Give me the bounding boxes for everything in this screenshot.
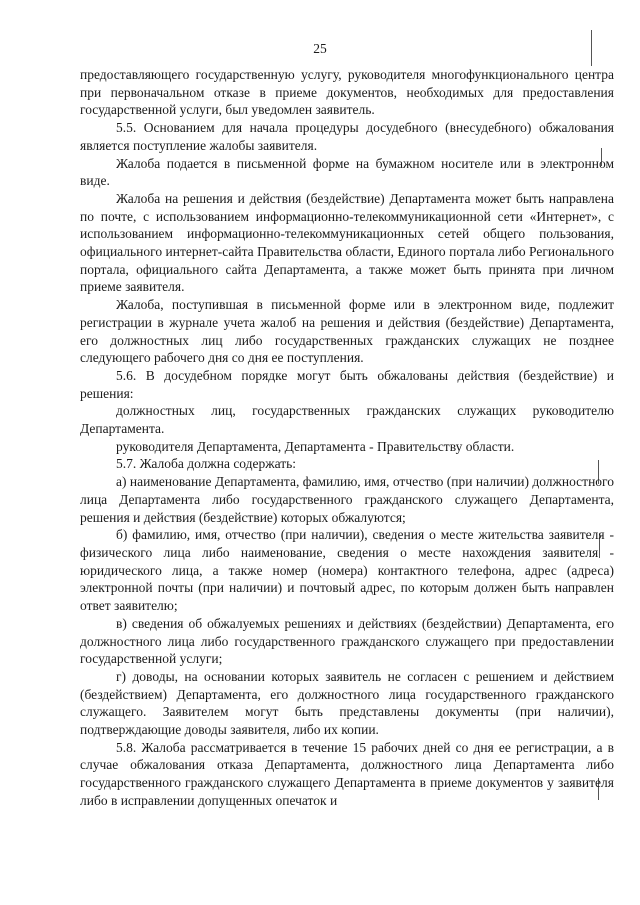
paragraph: должностных лиц, государственных гражданских служащих руководителю Департамента.	[80, 403, 614, 437]
paragraph: Жалоба на решения и действия (бездействие) Департамента может быть направлена по почте, с использованием информационно-телекоммуникационной сети «Интернет», с использованием информационно-телекоммуникационных сетей общего пользования, официального интернет-сайта Правительства области, Единого портала либо Регионального портала, официального сайта Департамента, а также может быть принята при личном приеме заявителя.	[80, 190, 614, 295]
paragraph-5-8: 5.8. Жалоба рассматривается в течение 15 рабочих дней со дня ее регистрации, а в случае обжалования отказа Департамента, должностного лица Департамента либо государственного гражданского служащего Департамента в приеме документов у заявителя либо в исправлении допущенных опечаток и	[80, 739, 614, 808]
list-item-v: в) сведения об обжалуемых решениях и действиях (бездействии) Департамента, его должностного лица либо государственного гражданского служащего при предоставлении государственной услуги;	[80, 615, 614, 667]
paragraph: Жалоба, поступившая в письменной форме или в электронном виде, подлежит регистрации в журнале учета жалоб на решения и действия (бездействие) Департамента, его должностных лиц либо государственных гражданских служащих не позднее следующего рабочего дня со дня ее поступления.	[80, 297, 614, 366]
page-number: 25	[313, 41, 327, 56]
paragraph: Жалоба подается в письменной форме на бумажном носителе или в электронном виде.	[80, 155, 614, 189]
paragraph: руководителя Департамента, Департамента - Правительству области.	[116, 438, 515, 454]
list-item-g: г) доводы, на основании которых заявитель не согласен с решением и действием (бездействием) Департамента, его должностного лица государственного гражданского служащего. Заявителем могут быть представлены документы (при наличии), подтверждающие доводы заявителя, либо их копии.	[80, 668, 614, 738]
paragraph-continuation: предоставляющего государственную услугу, руководителя многофункционального центра при первоначальном отказе в приеме документов, необходимых для предоставления государственной услуги, был уведомлен заявитель.	[80, 67, 614, 118]
body-text	[80, 66, 614, 810]
paragraph-5-7: 5.7. Жалоба должна содержать:	[116, 456, 297, 472]
list-item-a: а) наименование Департамента, фамилию, имя, отчество (при наличии) должностного лица Департамента либо государственного гражданского служащего Департамента, решения и действия (бездействие) которых обжалуются;	[80, 474, 614, 525]
list-item-b: б) фамилию, имя, отчество (при наличии), сведения о месте жительства заявителя - физического лица либо наименование, сведения о месте нахождения заявителя - юридического лица, а также номер (номера) контактного телефона, адрес (адреса) электронной почты (при наличии) и почтовый адрес, по которым должен быть направлен ответ заявителю;	[80, 527, 614, 614]
paragraph-5-5: 5.5. Основанием для начала процедуры досудебного (внесудебного) обжалования является поступление жалобы заявителя.	[80, 120, 614, 153]
scan-edge-line	[591, 30, 592, 66]
paragraph-5-6: 5.6. В досудебном порядке могут быть обжалованы действия (бездействие) и решения:	[80, 367, 614, 401]
